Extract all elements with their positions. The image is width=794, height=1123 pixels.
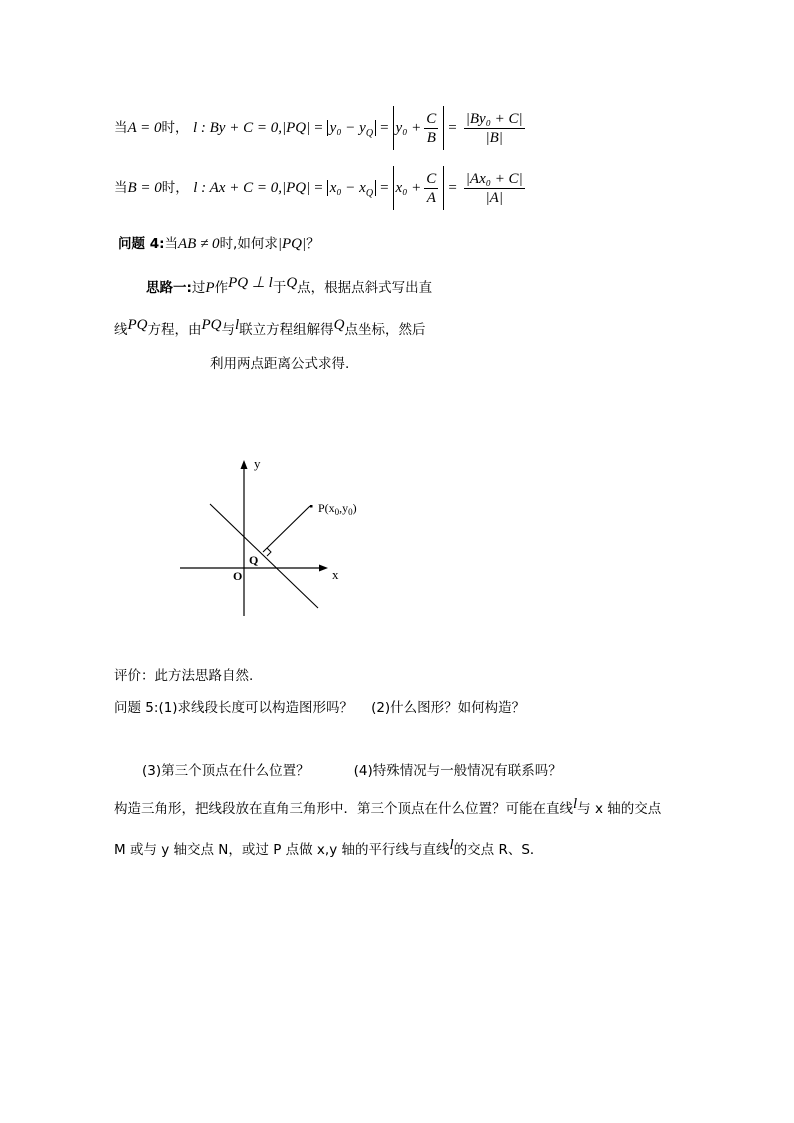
case-a-pq: |PQ| (281, 120, 311, 136)
answer-line-2 (114, 838, 543, 859)
idea-l: l (235, 317, 240, 333)
question-5-line-1 (114, 696, 525, 716)
q4-pq: |PQ| (277, 236, 307, 252)
q4-label: 问题 4: (118, 236, 165, 252)
idea-line-3 (210, 352, 349, 372)
case-b-pq: |PQ| (281, 180, 311, 196)
idea-t7: 与 (221, 322, 235, 338)
case-b-when: 当 (114, 180, 128, 196)
right-angle-mark (267, 548, 271, 556)
idea-q: Q (286, 275, 298, 291)
idea-line-2 (114, 318, 426, 339)
answer-line-1 (114, 797, 661, 818)
q4-cond: AB ≠ 0 (178, 236, 220, 252)
answer-t3: M 或与 y 轴交点 N，或过 P 点做 x,y 轴的平行线与直线 (114, 842, 450, 858)
idea-t9: 点坐标，然后 (344, 322, 426, 338)
question-4 (118, 232, 320, 253)
idea-t4: 点，根据点斜式写出直 (297, 280, 433, 296)
idea-t3: 于 (272, 280, 287, 296)
p-label: $P(x_0,y_0)$ (318, 501, 357, 517)
case-b-cond: B = 0 (127, 180, 162, 196)
answer-t2: 与 x 轴的交点 (577, 801, 662, 817)
point-p (310, 505, 313, 508)
idea-t10: 利用两点距离公式求得. (210, 356, 350, 372)
idea-t2: 作 (214, 280, 229, 296)
case-b-line: 当B = 0时， l : $Ax + C = 0,|PQ| = x_0 - x_Q = x_0$ + $\frac{C}{A}$ = $\frac{\text{|Ax₀ + C|}}{|A|}$ (114, 166, 528, 210)
answer-t1: 构造三角形，把线段放在直角三角形中．第三个顶点在什么位置？可能在直线 (114, 801, 573, 817)
y-axis-arrow (241, 460, 248, 469)
y-label: y (254, 456, 261, 471)
idea-t8: 联立方程组解得 (239, 322, 334, 338)
case-b-time: 时， (161, 180, 189, 196)
case-a-result: $\frac{\text{|By₀ + C|}}{|B|}$ (465, 110, 523, 146)
answer-t4: 的交点 R、S． (453, 842, 544, 858)
case-b-result: $\frac{\text{|Ax₀ + C|}}{|A|}$ (465, 170, 523, 206)
idea-label: 思路一: (146, 280, 192, 296)
q4-end: ？ (306, 236, 320, 252)
case-a-line-eq: l : By + C = 0, (192, 120, 282, 136)
q-label: Q (249, 553, 259, 567)
case-a-time: 时， (161, 120, 189, 136)
answer-l2: l (449, 837, 454, 853)
idea-t1: 过 (191, 280, 206, 296)
idea-p: P (205, 280, 215, 296)
idea-q2: Q (333, 317, 345, 333)
idea-perp: PQ ⊥ l (228, 275, 273, 291)
case-a-line: 当A = 0时， l : $By + C = 0,|PQ| = y_0 - y_Q = y_0$ + $\frac{C}{B}$ = $\frac{\text{|By₀ + C|}}{|B|}$ (114, 106, 528, 150)
case-b-line-eq: l : Ax + C = 0, (193, 180, 282, 196)
evaluation: 评价：此方法思路自然. (114, 668, 254, 684)
q4-pre: 当 (164, 236, 178, 252)
case-a-cond: A = 0 (127, 120, 162, 136)
q5-label: 问题 5: (114, 700, 159, 716)
q4-mid: 时,如何求 (219, 236, 278, 252)
question-5-line-2 (142, 759, 562, 779)
case-b-abs2: x₀ + $\frac{C}{A}$ (393, 166, 445, 210)
q5-part-1: (1)求线段长度可以构造图形吗？ (158, 700, 354, 716)
origin-label: O (233, 569, 243, 583)
idea-t6: 方程，由 (147, 322, 202, 338)
line-l (210, 504, 318, 608)
x-axis-arrow (319, 565, 328, 572)
case-a-abs2: y₀ + $\frac{C}{B}$ (393, 106, 445, 150)
idea-pq2: PQ (201, 317, 222, 333)
case-b-abs1: $x_0 - x_Q$ (327, 180, 376, 196)
answer-l1: l (573, 796, 578, 812)
x-label: x (332, 567, 339, 582)
coordinate-diagram (170, 450, 370, 620)
idea-line-1 (146, 276, 432, 297)
case-a-when: 当 (114, 120, 128, 136)
q5-part-2: (2)什么图形？如何构造？ (371, 700, 526, 716)
idea-pq: PQ (127, 317, 148, 333)
q5-part-3: (3)第三个顶点在什么位置？ (142, 763, 310, 779)
case-a-abs1: $y_0 - y_Q$ (327, 120, 376, 136)
idea-t5: 线 (114, 322, 128, 338)
segment-pq (263, 506, 310, 552)
q5-part-4: (4)特殊情况与一般情况有联系吗？ (353, 763, 562, 779)
